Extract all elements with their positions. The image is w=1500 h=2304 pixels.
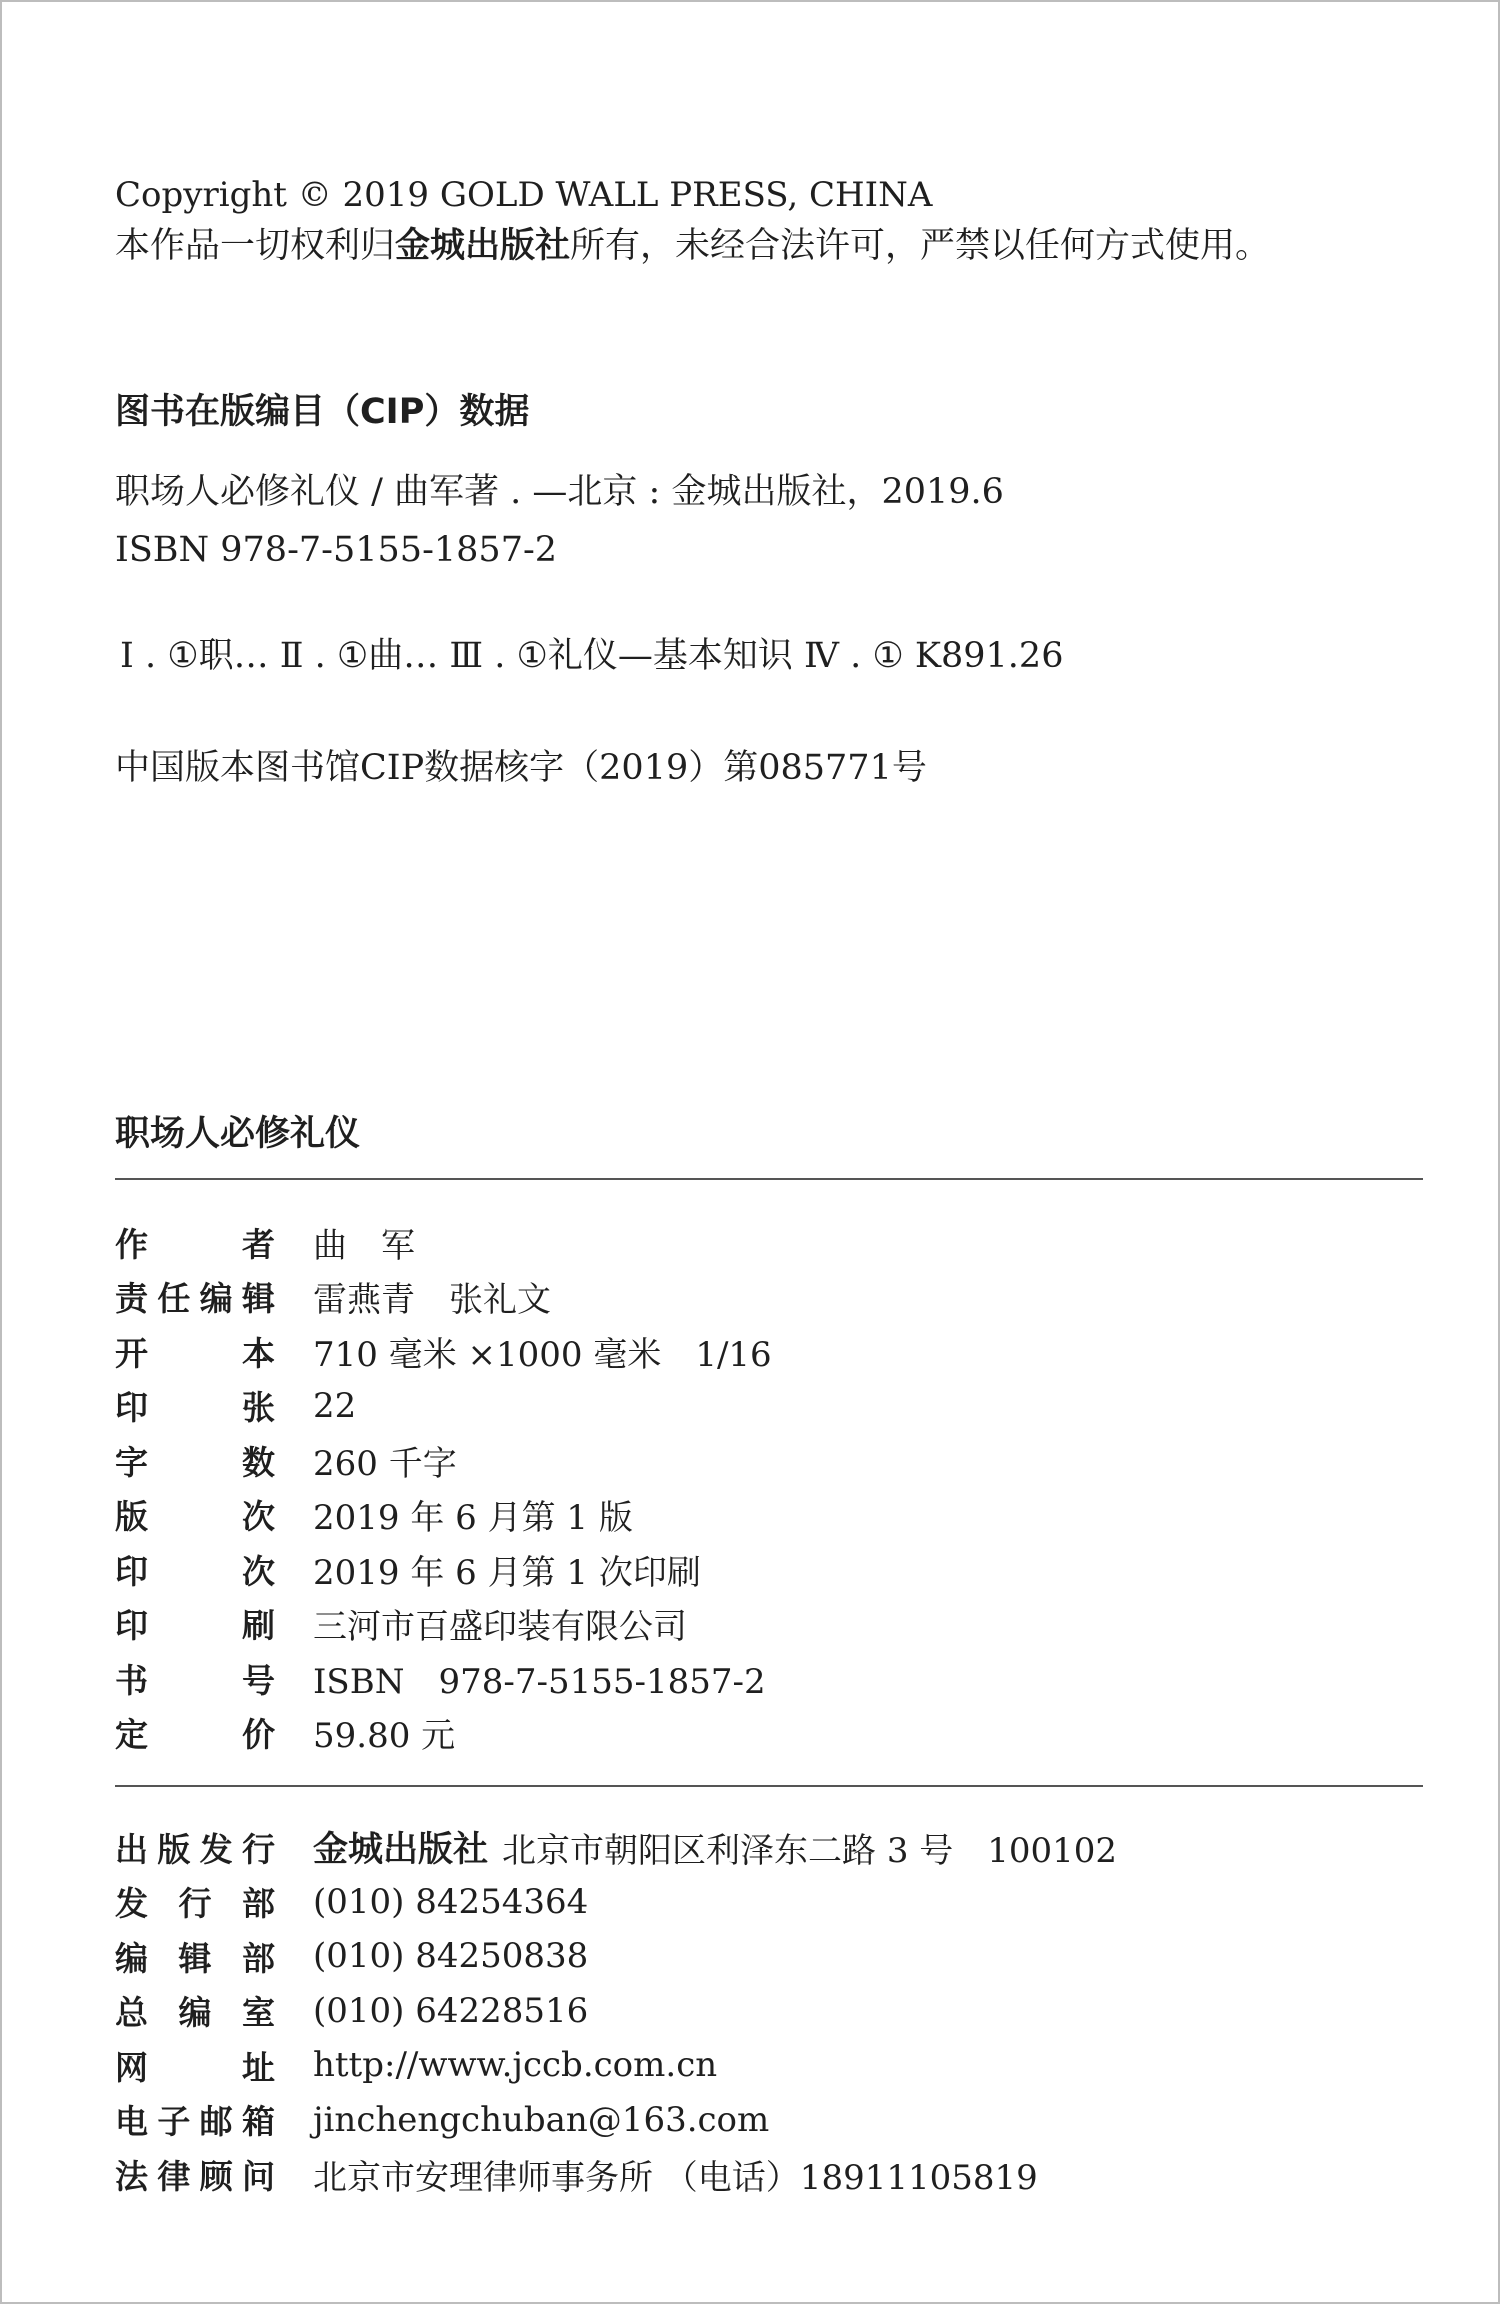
detail-row	[115, 1597, 772, 1652]
detail-row	[115, 1324, 772, 1379]
divider-bottom	[115, 1785, 1423, 1787]
publisher-label: 出版发行	[115, 1829, 275, 1869]
detail-value: 22	[313, 1385, 357, 1426]
detail-row	[115, 1706, 772, 1761]
contact-label: 法律顾问	[115, 2156, 275, 2196]
detail-label: 版次	[115, 1497, 275, 1537]
detail-label: 字数	[115, 1442, 275, 1482]
contact-row	[115, 2147, 1117, 2202]
detail-row	[115, 1542, 772, 1597]
book-title: 职场人必修礼仪	[115, 1114, 361, 1154]
contact-label: 发行部	[115, 1884, 275, 1924]
contact-row	[115, 1929, 1117, 1984]
cip-heading: 图书在版编目（CIP）数据	[115, 392, 530, 432]
detail-value: 260 千字	[313, 1443, 457, 1484]
detail-label: 印次	[115, 1551, 275, 1591]
detail-row	[115, 1433, 772, 1488]
detail-value: 2019 年 6 月第 1 版	[313, 1498, 633, 1539]
contact-label: 总编室	[115, 1993, 275, 2033]
detail-label: 作者	[115, 1224, 275, 1264]
detail-label: 书号	[115, 1660, 275, 1700]
contact-value: 北京市安理律师事务所 （电话）18911105819	[313, 2157, 1038, 2198]
email-link[interactable]: jinchengchuban@163.com	[313, 2099, 770, 2140]
publisher-logo-inline: 金城出版社	[395, 226, 571, 266]
contact-value: (010) 84254364	[313, 1881, 589, 1922]
detail-label: 定价	[115, 1715, 275, 1755]
contact-row	[115, 1984, 1117, 2039]
contact-value: (010) 84250838	[313, 1936, 589, 1977]
detail-row	[115, 1488, 772, 1543]
publisher-contacts	[115, 1820, 1117, 2202]
divider-top	[115, 1178, 1423, 1180]
contact-label: 编辑部	[115, 1938, 275, 1978]
contact-row	[115, 1875, 1117, 1930]
detail-value: 710 毫米 ×1000 毫米 1/16	[313, 1334, 772, 1375]
copyright-prefix: 本作品一切权利归	[115, 226, 396, 266]
cip-isbn: ISBN 978-7-5155-1857-2	[115, 530, 558, 570]
copyright-chinese	[115, 224, 1270, 268]
detail-label: 责任编辑	[115, 1279, 275, 1319]
contact-row	[115, 2093, 1117, 2148]
cip-classification: Ⅰ . ①职… Ⅱ . ①曲… Ⅲ . ①礼仪—基本知识 Ⅳ . ① K891.26	[120, 636, 1064, 676]
cip-verification: 中国版本图书馆CIP数据核字（2019）第085771号	[115, 748, 927, 788]
contact-value: (010) 64228516	[313, 1990, 589, 2031]
detail-value: 雷燕青 张礼文	[313, 1280, 551, 1321]
publisher-logo: 金城出版社	[313, 1830, 489, 1871]
detail-value: ISBN 978-7-5155-1857-2	[313, 1661, 766, 1702]
book-details	[115, 1215, 772, 1760]
publisher-row	[115, 1820, 1117, 1875]
contact-row	[115, 2038, 1117, 2093]
detail-row	[115, 1215, 772, 1270]
detail-label: 印刷	[115, 1606, 275, 1646]
detail-row	[115, 1270, 772, 1325]
website-link[interactable]: http://www.jccb.com.cn	[313, 2045, 718, 2086]
detail-value: 三河市百盛印装有限公司	[313, 1607, 687, 1648]
detail-value: 2019 年 6 月第 1 次印刷	[313, 1552, 701, 1593]
detail-value: 59.80 元	[313, 1716, 456, 1757]
contact-label: 网址	[115, 2047, 275, 2087]
detail-row	[115, 1651, 772, 1706]
publisher-address: 北京市朝阳区利泽东二路 3 号 100102	[502, 1830, 1118, 1871]
detail-label: 印张	[115, 1388, 275, 1428]
detail-label: 开本	[115, 1333, 275, 1373]
copyright-suffix: 所有，未经合法许可，严禁以任何方式使用。	[570, 226, 1271, 266]
cip-record: 职场人必修礼仪 / 曲军著 . —北京 : 金城出版社，2019.6	[115, 472, 1004, 512]
contact-label: 电子邮箱	[115, 2102, 275, 2142]
detail-value: 曲 军	[313, 1225, 415, 1266]
detail-row	[115, 1379, 772, 1434]
copyright-english: Copyright © 2019 GOLD WALL PRESS, CHINA	[115, 175, 933, 215]
